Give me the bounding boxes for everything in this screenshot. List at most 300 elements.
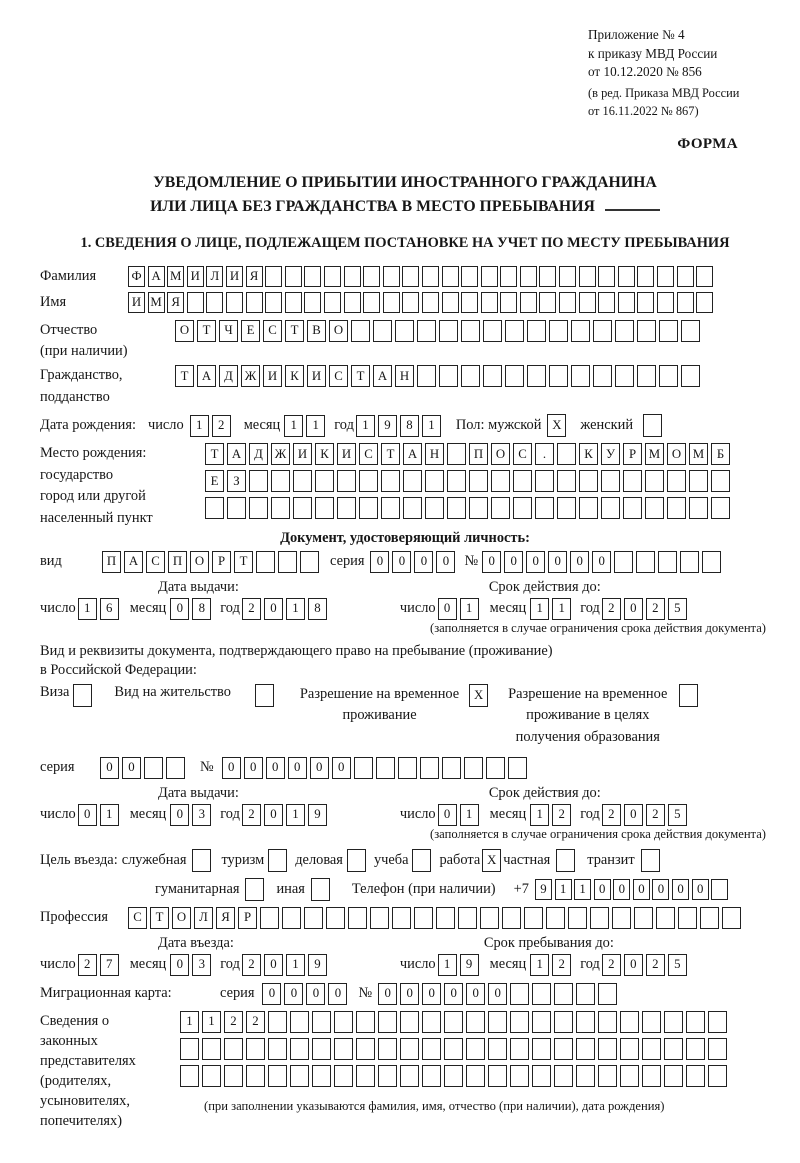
char-box[interactable] [568,907,587,929]
char-box[interactable]: X [547,414,566,437]
char-box[interactable] [324,292,341,313]
char-box[interactable] [180,1065,199,1087]
char-box[interactable] [370,907,389,929]
char-box[interactable]: 1 [574,879,591,900]
char-box[interactable] [422,1011,441,1033]
char-box[interactable] [439,365,458,387]
char-box[interactable]: 9 [308,804,327,826]
phone-boxes[interactable] [535,879,731,900]
char-box[interactable]: П [469,443,488,465]
char-box[interactable]: 2 [78,954,97,976]
residence-series-boxes[interactable] [100,757,188,779]
char-box[interactable]: X [469,684,488,707]
char-box[interactable] [488,1038,507,1060]
char-box[interactable]: 0 [288,757,307,779]
char-box[interactable] [557,470,576,492]
char-box[interactable]: 1 [286,954,305,976]
char-box[interactable]: Р [212,551,231,573]
char-box[interactable] [344,266,361,287]
char-box[interactable]: В [307,320,326,342]
char-box[interactable] [546,907,565,929]
patronymic-boxes[interactable] [175,320,703,342]
char-box[interactable] [442,757,461,779]
char-box[interactable] [356,1011,375,1033]
representatives-row3-boxes[interactable] [180,1065,730,1087]
char-box[interactable]: 9 [460,954,479,976]
char-box[interactable] [466,1038,485,1060]
char-box[interactable]: 0 [422,983,441,1005]
char-box[interactable] [643,414,662,437]
char-box[interactable] [488,1065,507,1087]
char-box[interactable] [246,1065,265,1087]
char-box[interactable]: 2 [242,954,261,976]
purpose-private-checkbox[interactable] [556,849,575,872]
char-box[interactable] [400,1011,419,1033]
char-box[interactable] [285,292,302,313]
char-box[interactable] [601,470,620,492]
char-box[interactable] [268,1011,287,1033]
char-box[interactable] [658,551,677,573]
char-box[interactable]: 0 [570,551,589,573]
char-box[interactable]: 2 [242,598,261,620]
char-box[interactable] [513,497,532,519]
char-box[interactable]: М [148,292,165,313]
char-box[interactable] [312,1065,331,1087]
char-box[interactable] [402,266,419,287]
char-box[interactable] [549,320,568,342]
char-box[interactable] [636,551,655,573]
char-box[interactable] [571,320,590,342]
profession-boxes[interactable] [128,907,744,929]
char-box[interactable]: Я [216,907,235,929]
char-box[interactable] [708,1038,727,1060]
char-box[interactable]: 0 [672,879,689,900]
char-box[interactable]: С [128,907,147,929]
char-box[interactable]: 0 [633,879,650,900]
char-box[interactable] [417,320,436,342]
birth-place-row2-boxes[interactable] [205,470,733,492]
char-box[interactable] [618,292,635,313]
char-box[interactable]: К [579,443,598,465]
char-box[interactable] [469,470,488,492]
char-box[interactable]: 0 [78,804,97,826]
char-box[interactable] [524,907,543,929]
char-box[interactable] [502,907,521,929]
char-box[interactable] [593,320,612,342]
temporary-residence-education-checkbox[interactable] [679,684,698,707]
char-box[interactable]: К [285,365,304,387]
char-box[interactable]: Ж [271,443,290,465]
char-box[interactable]: 1 [530,954,549,976]
char-box[interactable] [402,292,419,313]
char-box[interactable] [403,497,422,519]
char-box[interactable]: 7 [100,954,119,976]
char-box[interactable]: 0 [378,983,397,1005]
char-box[interactable] [612,907,631,929]
char-box[interactable] [601,497,620,519]
char-box[interactable] [265,266,282,287]
char-box[interactable]: Н [425,443,444,465]
char-box[interactable] [469,497,488,519]
char-box[interactable] [598,292,615,313]
char-box[interactable] [637,266,654,287]
char-box[interactable] [249,497,268,519]
char-box[interactable] [700,907,719,929]
migration-series-boxes[interactable] [262,983,350,1005]
char-box[interactable]: О [172,907,191,929]
char-box[interactable]: 1 [286,598,305,620]
char-box[interactable] [202,1038,221,1060]
residence-issue-year-boxes[interactable] [242,804,330,826]
char-box[interactable]: 1 [555,879,572,900]
stay-year-boxes[interactable] [602,954,690,976]
char-box[interactable]: 3 [192,954,211,976]
char-box[interactable] [681,320,700,342]
char-box[interactable] [634,907,653,929]
char-box[interactable] [344,292,361,313]
char-box[interactable]: 0 [482,551,501,573]
char-box[interactable] [532,1011,551,1033]
char-box[interactable]: 0 [310,757,329,779]
char-box[interactable] [444,1065,463,1087]
char-box[interactable] [711,497,730,519]
char-box[interactable] [442,292,459,313]
char-box[interactable]: 0 [594,879,611,900]
char-box[interactable] [532,983,551,1005]
char-box[interactable] [192,849,211,872]
char-box[interactable] [576,1011,595,1033]
char-box[interactable] [708,1065,727,1087]
char-box[interactable]: К [315,443,334,465]
char-box[interactable]: 0 [436,551,455,573]
entry-day-boxes[interactable] [78,954,122,976]
char-box[interactable]: 0 [652,879,669,900]
char-box[interactable]: О [491,443,510,465]
char-box[interactable] [686,1038,705,1060]
char-box[interactable]: Б [711,443,730,465]
char-box[interactable] [256,551,275,573]
char-box[interactable] [187,292,204,313]
char-box[interactable]: 5 [668,598,687,620]
char-box[interactable]: А [197,365,216,387]
char-box[interactable] [425,497,444,519]
char-box[interactable] [641,849,660,872]
char-box[interactable]: 2 [224,1011,243,1033]
char-box[interactable] [593,365,612,387]
residence-issue-month-boxes[interactable] [170,804,214,826]
char-box[interactable]: 0 [332,757,351,779]
char-box[interactable] [268,849,287,872]
char-box[interactable]: Е [241,320,260,342]
char-box[interactable] [481,292,498,313]
char-box[interactable] [711,470,730,492]
char-box[interactable]: Т [234,551,253,573]
char-box[interactable] [268,1065,287,1087]
char-box[interactable] [677,266,694,287]
char-box[interactable] [620,1065,639,1087]
doc-issue-year-boxes[interactable] [242,598,330,620]
char-box[interactable] [532,1038,551,1060]
char-box[interactable] [702,551,721,573]
char-box[interactable] [559,292,576,313]
char-box[interactable]: С [513,443,532,465]
char-box[interactable] [576,1065,595,1087]
char-box[interactable] [461,266,478,287]
char-box[interactable]: Я [167,292,184,313]
char-box[interactable]: А [148,266,165,287]
char-box[interactable] [645,470,664,492]
char-box[interactable] [535,470,554,492]
char-box[interactable]: 0 [170,598,189,620]
char-box[interactable] [677,292,694,313]
char-box[interactable] [505,365,524,387]
char-box[interactable] [554,983,573,1005]
char-box[interactable] [711,879,728,900]
stay-day-boxes[interactable] [438,954,482,976]
char-box[interactable]: 0 [526,551,545,573]
char-box[interactable] [447,497,466,519]
char-box[interactable] [696,292,713,313]
char-box[interactable]: Д [219,365,238,387]
char-box[interactable]: 1 [180,1011,199,1033]
char-box[interactable] [166,757,185,779]
char-box[interactable]: 0 [306,983,325,1005]
purpose-study-checkbox[interactable] [412,849,431,872]
residence-issue-day-boxes[interactable] [78,804,122,826]
char-box[interactable] [623,497,642,519]
char-box[interactable] [458,907,477,929]
char-box[interactable]: 0 [100,757,119,779]
char-box[interactable]: 2 [602,954,621,976]
migration-number-boxes[interactable] [378,983,620,1005]
char-box[interactable]: О [190,551,209,573]
purpose-official-checkbox[interactable] [192,849,211,872]
char-box[interactable] [285,266,302,287]
char-box[interactable]: А [124,551,143,573]
char-box[interactable] [395,320,414,342]
char-box[interactable] [425,470,444,492]
char-box[interactable] [417,365,436,387]
char-box[interactable]: 9 [308,954,327,976]
char-box[interactable] [637,292,654,313]
char-box[interactable]: 1 [460,804,479,826]
char-box[interactable] [378,1065,397,1087]
char-box[interactable] [363,266,380,287]
char-box[interactable]: 0 [264,804,283,826]
birth-day-boxes[interactable] [190,415,234,437]
char-box[interactable]: 2 [552,954,571,976]
entry-year-boxes[interactable] [242,954,330,976]
char-box[interactable] [312,1011,331,1033]
char-box[interactable]: 6 [100,598,119,620]
char-box[interactable] [180,1038,199,1060]
char-box[interactable] [293,497,312,519]
char-box[interactable]: 1 [100,804,119,826]
char-box[interactable] [224,1065,243,1087]
char-box[interactable] [73,684,92,707]
surname-boxes[interactable] [128,266,716,287]
char-box[interactable] [246,292,263,313]
char-box[interactable] [532,1065,551,1087]
char-box[interactable]: 1 [284,415,303,437]
char-box[interactable] [559,266,576,287]
char-box[interactable] [623,470,642,492]
char-box[interactable] [678,907,697,929]
char-box[interactable] [206,292,223,313]
char-box[interactable]: П [168,551,187,573]
birth-year-boxes[interactable] [356,415,444,437]
char-box[interactable] [290,1038,309,1060]
char-box[interactable]: О [667,443,686,465]
char-box[interactable]: 0 [284,983,303,1005]
residence-exp-year-boxes[interactable] [602,804,690,826]
char-box[interactable]: 1 [460,598,479,620]
char-box[interactable]: И [226,266,243,287]
char-box[interactable] [224,1038,243,1060]
char-box[interactable] [461,292,478,313]
char-box[interactable] [363,292,380,313]
char-box[interactable]: 1 [78,598,97,620]
char-box[interactable]: И [307,365,326,387]
char-box[interactable]: М [167,266,184,287]
char-box[interactable] [359,470,378,492]
char-box[interactable] [549,365,568,387]
char-box[interactable]: Т [175,365,194,387]
doc-kind-boxes[interactable] [102,551,322,573]
residence-exp-day-boxes[interactable] [438,804,482,826]
char-box[interactable] [226,292,243,313]
char-box[interactable] [334,1011,353,1033]
char-box[interactable] [354,757,373,779]
char-box[interactable]: 0 [504,551,523,573]
char-box[interactable] [268,1038,287,1060]
visa-checkbox[interactable] [73,684,92,707]
doc-series-boxes[interactable] [370,551,458,573]
char-box[interactable] [615,365,634,387]
char-box[interactable]: 0 [414,551,433,573]
char-box[interactable]: 2 [646,804,665,826]
char-box[interactable] [681,365,700,387]
char-box[interactable]: 0 [264,954,283,976]
char-box[interactable]: С [359,443,378,465]
char-box[interactable] [315,497,334,519]
char-box[interactable] [689,497,708,519]
char-box[interactable] [539,292,556,313]
char-box[interactable] [642,1011,661,1033]
char-box[interactable] [293,470,312,492]
char-box[interactable] [461,365,480,387]
char-box[interactable] [290,1065,309,1087]
purpose-transit-checkbox[interactable] [641,849,660,872]
char-box[interactable] [326,907,345,929]
char-box[interactable]: Л [194,907,213,929]
char-box[interactable]: 8 [308,598,327,620]
char-box[interactable] [642,1065,661,1087]
char-box[interactable] [510,1065,529,1087]
char-box[interactable]: 9 [378,415,397,437]
char-box[interactable] [527,365,546,387]
birth-place-row1-boxes[interactable] [205,443,733,465]
char-box[interactable] [246,1038,265,1060]
char-box[interactable] [304,266,321,287]
char-box[interactable] [579,497,598,519]
char-box[interactable] [488,1011,507,1033]
char-box[interactable]: З [227,470,246,492]
char-box[interactable]: С [146,551,165,573]
char-box[interactable] [351,320,370,342]
char-box[interactable] [686,1011,705,1033]
char-box[interactable] [392,907,411,929]
char-box[interactable]: С [263,320,282,342]
char-box[interactable] [444,1038,463,1060]
char-box[interactable]: 0 [624,954,643,976]
char-box[interactable] [557,497,576,519]
char-box[interactable]: Я [246,266,263,287]
char-box[interactable] [513,470,532,492]
char-box[interactable] [282,907,301,929]
char-box[interactable] [664,1065,683,1087]
char-box[interactable]: А [227,443,246,465]
female-checkbox[interactable] [643,414,662,437]
char-box[interactable] [539,266,556,287]
char-box[interactable] [378,1038,397,1060]
char-box[interactable] [311,878,330,901]
char-box[interactable] [510,1038,529,1060]
char-box[interactable]: 0 [438,598,457,620]
char-box[interactable] [576,983,595,1005]
stay-month-boxes[interactable] [530,954,574,976]
char-box[interactable]: 1 [190,415,209,437]
char-box[interactable]: Т [197,320,216,342]
char-box[interactable] [686,1065,705,1087]
birth-month-boxes[interactable] [284,415,328,437]
char-box[interactable] [554,1065,573,1087]
char-box[interactable] [439,320,458,342]
char-box[interactable]: 1 [530,598,549,620]
char-box[interactable]: С [329,365,348,387]
char-box[interactable]: 1 [422,415,441,437]
char-box[interactable]: 0 [222,757,241,779]
char-box[interactable]: 2 [246,1011,265,1033]
char-box[interactable] [312,1038,331,1060]
char-box[interactable]: 8 [400,415,419,437]
char-box[interactable]: 2 [552,804,571,826]
char-box[interactable]: 1 [356,415,375,437]
char-box[interactable] [400,1038,419,1060]
char-box[interactable] [579,292,596,313]
char-box[interactable] [659,320,678,342]
char-box[interactable] [422,1038,441,1060]
char-box[interactable]: 0 [264,598,283,620]
char-box[interactable]: 2 [212,415,231,437]
purpose-other-checkbox[interactable] [311,878,330,901]
char-box[interactable] [348,907,367,929]
char-box[interactable]: Ч [219,320,238,342]
doc-exp-year-boxes[interactable] [602,598,690,620]
char-box[interactable]: Ф [128,266,145,287]
char-box[interactable] [483,365,502,387]
char-box[interactable] [480,907,499,929]
purpose-work-checkbox[interactable] [482,849,501,872]
char-box[interactable]: Е [205,470,224,492]
char-box[interactable] [491,497,510,519]
char-box[interactable] [260,907,279,929]
char-box[interactable]: Т [205,443,224,465]
char-box[interactable]: 0 [328,983,347,1005]
char-box[interactable] [442,266,459,287]
char-box[interactable]: О [175,320,194,342]
char-box[interactable] [571,365,590,387]
